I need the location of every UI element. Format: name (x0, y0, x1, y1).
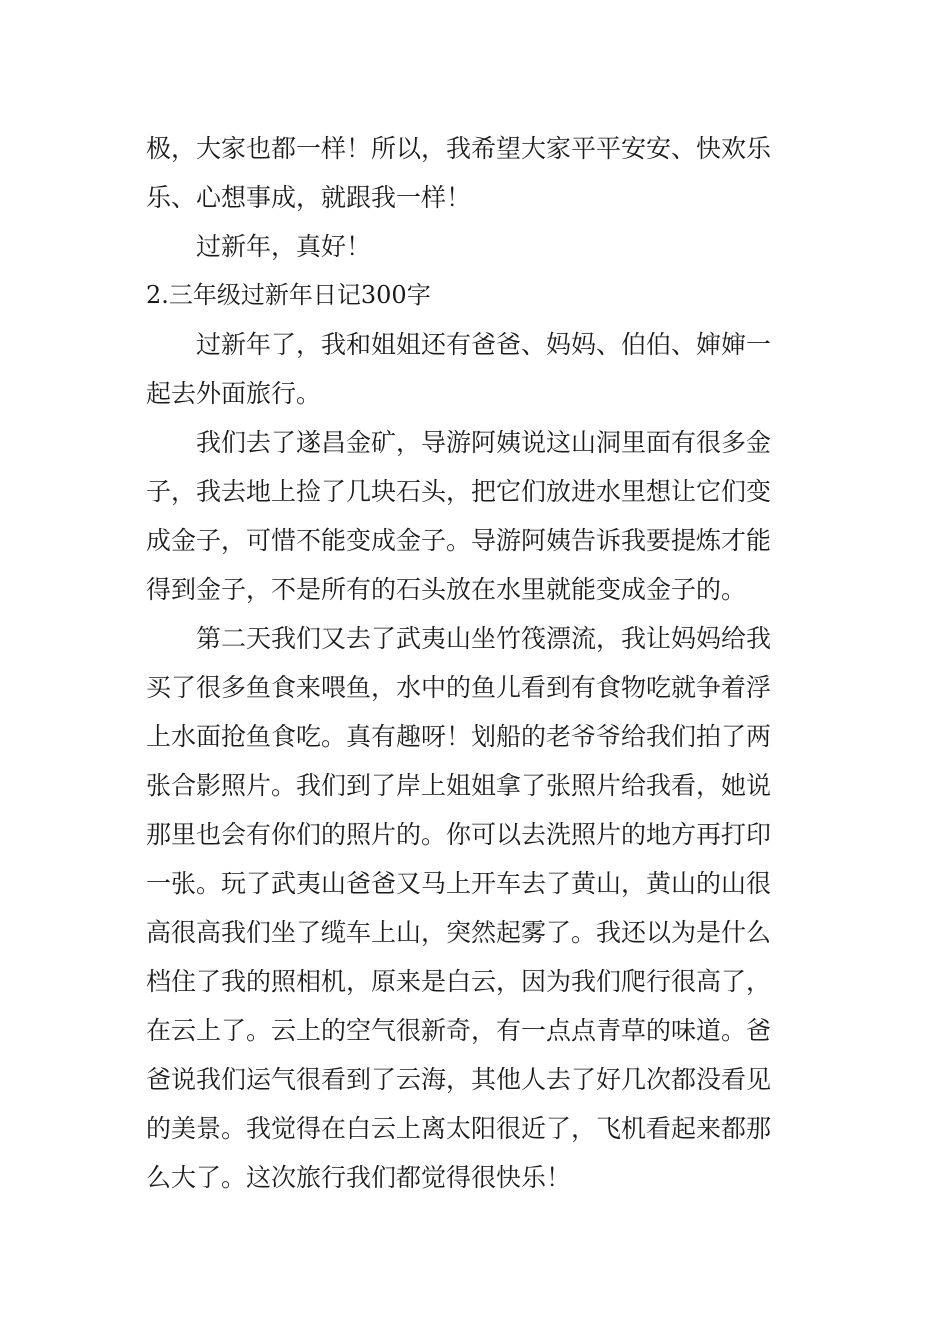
paragraph-line: 乐、心想事成，就跟我一样！ (146, 183, 472, 212)
paragraph-line: 买了很多鱼食来喂鱼，水中的鱼儿看到有食物吃就争着浮 (146, 673, 772, 702)
paragraph-line: 一张。玩了武夷山爸爸又马上开车去了黄山，黄山的山很 (146, 869, 772, 898)
paragraph-line: 在云上了。云上的空气很新奇，有一点点青草的味道。爸 (146, 1016, 772, 1045)
document-body (146, 124, 810, 1202)
paragraph-line: 起去外面旅行。 (146, 379, 322, 408)
paragraph-line: 么大了。这次旅行我们都觉得很快乐！ (146, 1163, 572, 1192)
paragraph-line: 过新年了，我和姐姐还有爸爸、妈妈、伯伯、婶婶一 (196, 330, 772, 359)
paragraph-line: 高很高我们坐了缆车上山，突然起雾了。我还以为是什么 (146, 918, 772, 947)
paragraph-line: 爸说我们运气很看到了云海，其他人去了好几次都没看见 (146, 1065, 772, 1094)
paragraph-line: 第二天我们又去了武夷山坐竹筏漂流，我让妈妈给我 (196, 624, 772, 653)
paragraph-line: 的美景。我觉得在白云上离太阳很近了，飞机看起来都那 (146, 1114, 772, 1143)
section-heading: 2.三年级过新年日记300字 (146, 281, 431, 309)
paragraph-line: 我们去了遂昌金矿，导游阿姨说这山洞里面有很多金 (196, 428, 772, 457)
paragraph-line: 得到金子，不是所有的石头放在水里就能变成金子的。 (146, 575, 747, 604)
paragraph-line: 那里也会有你们的照片的。你可以去洗照片的地方再打印 (146, 820, 772, 849)
paragraph-line: 成金子，可惜不能变成金子。导游阿姨告诉我要提炼才能 (146, 526, 772, 555)
paragraph-line: 上水面抢鱼食吃。真有趣呀！划船的老爷爷给我们拍了两 (146, 722, 772, 751)
paragraph-line: 档住了我的照相机，原来是白云，因为我们爬行很高了， (146, 967, 772, 996)
paragraph-line: 张合影照片。我们到了岸上姐姐拿了张照片给我看，她说 (146, 771, 772, 800)
paragraph-line: 过新年，真好！ (196, 232, 372, 261)
paragraph-line: 极，大家也都一样！所以，我希望大家平平安安、快欢乐 (146, 134, 772, 163)
paragraph-line: 子，我去地上捡了几块石头，把它们放进水里想让它们变 (146, 477, 772, 506)
